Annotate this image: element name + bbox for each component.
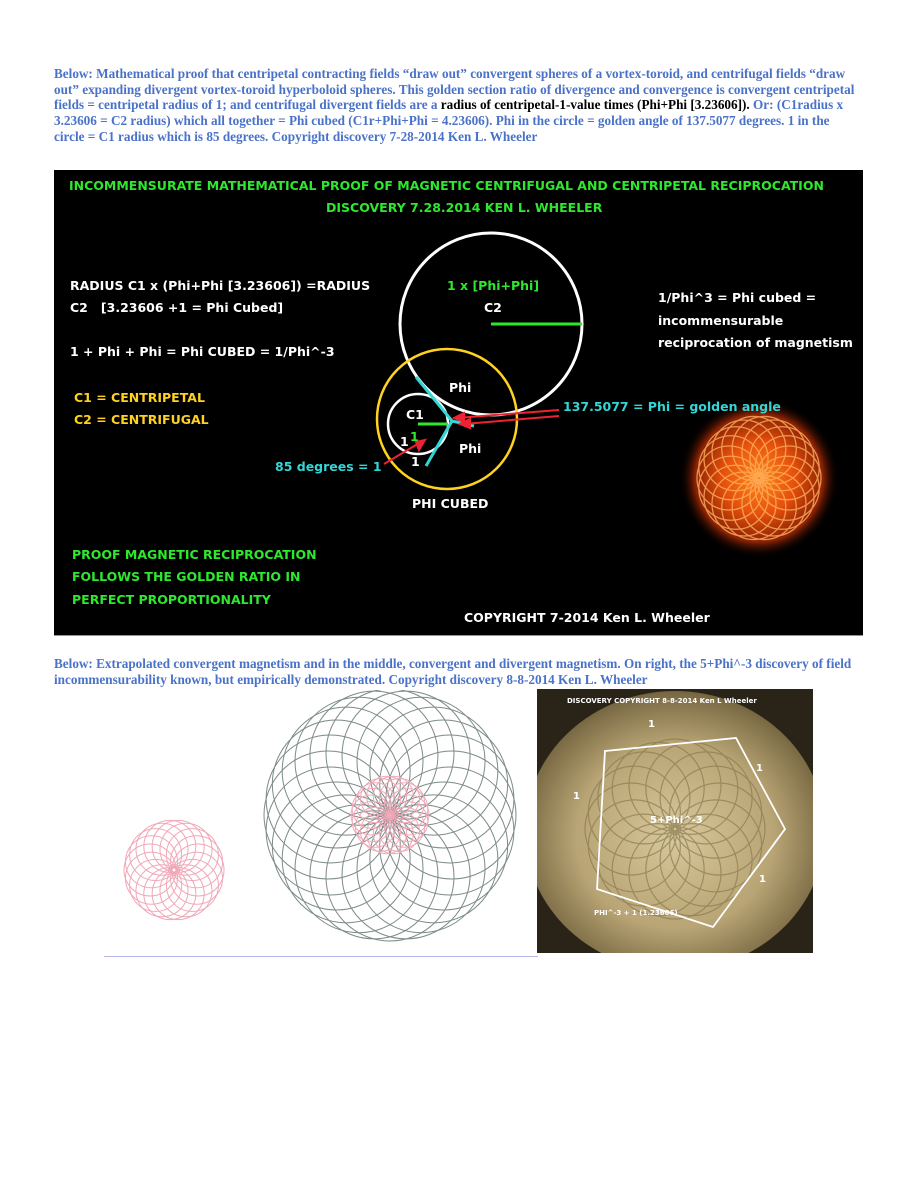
right-note-line-1: 1/Phi^3 = Phi cubed = xyxy=(658,290,817,305)
sum-line: 1 + Phi + Phi = Phi CUBED = 1/Phi^-3 xyxy=(70,344,335,359)
degrees-label: 85 degrees = 1 xyxy=(275,459,382,474)
center-pink-rosette xyxy=(351,776,429,853)
one-label-b: 1 xyxy=(411,454,420,469)
radius-line-1: RADIUS C1 x (Phi+Phi [3.23606]) =RADIUS xyxy=(70,278,371,293)
photo-side-bottom-right: 1 xyxy=(759,874,766,885)
rosette-figures xyxy=(100,690,537,958)
phi-top-label: Phi xyxy=(449,380,472,395)
phi-bottom-label: Phi xyxy=(459,441,482,456)
caption-1-part-1: Below: Mathematical proof that centripetal contracting fields “draw out” convergent spheres of a vortex-toroid, and centrifugal fields “draw out” expanding divergent vortex-toroid hyperboloid spheres. This golden section ratio of divergence and convergence is convergent centripetal fields = centripetal radius of 1; and centrifugal divergent fields are a xyxy=(54,66,855,113)
photo-header: DISCOVERY COPYRIGHT 8-8-2014 Ken L Wheeler xyxy=(567,697,757,705)
rosette-divider xyxy=(104,956,538,957)
diagram-copyright: COPYRIGHT 7-2014 Ken L. Wheeler xyxy=(464,610,710,625)
right-note-line-2: incommensurable xyxy=(658,313,784,328)
proof-line-2: FOLLOWS THE GOLDEN RATIO IN xyxy=(72,569,301,584)
radius-line-2: C2 [3.23606 +1 = Phi Cubed] xyxy=(70,300,284,315)
photo-side-right: 1 xyxy=(756,763,763,774)
phi-cubed-label: PHI CUBED xyxy=(412,496,489,511)
golden-ratio-diagram xyxy=(54,170,863,635)
photo-center-label: 5+Phi^-3 xyxy=(650,815,703,826)
c1-definition: C1 = CENTRIPETAL xyxy=(74,390,205,405)
pentagon-photo xyxy=(537,689,813,953)
diagram-divider xyxy=(54,635,863,636)
photo-side-top: 1 xyxy=(648,719,655,730)
proof-line-1: PROOF MAGNETIC RECIPROCATION xyxy=(72,547,317,562)
large-gray-rosette xyxy=(264,690,516,941)
small-pink-rosette xyxy=(124,820,224,919)
c1-label: C1 xyxy=(406,407,424,422)
tangent-line-bottom xyxy=(426,421,452,466)
proof-line-3: PERFECT PROPORTIONALITY xyxy=(72,592,271,607)
caption-paragraph-2: Below: Extrapolated convergent magnetism and in the middle, convergent and divergent magnetism. On right, the 5+Phi^-3 discovery of field incommensurability known, but empirically demonstrated. Copyright discovery 8-8-2014 Ken L. Wheeler xyxy=(54,656,852,687)
caption-paragraph-1 xyxy=(54,66,860,145)
diagram-title-line-2: DISCOVERY 7.28.2014 KEN L. WHEELER xyxy=(326,200,603,215)
one-label-a: 1 xyxy=(400,434,409,449)
big-circle-label: 1 x [Phi+Phi] xyxy=(447,278,540,293)
c2-definition: C2 = CENTRIFUGAL xyxy=(74,412,209,427)
photo-bottom-label: PHI^-3 + 1 (1.23606) xyxy=(594,909,678,917)
diagram-title-line-1: INCOMMENSURATE MATHEMATICAL PROOF OF MAGNETIC CENTRIFUGAL AND CENTRIPETAL RECIPROCATION xyxy=(69,178,824,193)
c1-radius-value: 1 xyxy=(410,429,419,444)
toroid-glow-image xyxy=(679,398,839,558)
photo-side-left: 1 xyxy=(573,791,580,802)
c2-label: C2 xyxy=(484,300,502,315)
right-note-line-3: reciprocation of magnetism xyxy=(658,335,853,350)
golden-angle-label: 137.5077 = Phi = golden angle xyxy=(563,399,781,414)
caption-1-part-2: radius of centripetal-1-value times (Phi+Phi [3.23606]). xyxy=(437,97,750,113)
caption-1-part-3: Or: (C1radius x 3.23606 = C2 radius) which all together = Phi cubed (C1r+Phi+Phi = 4.23606). Phi in the circle = golden angle of 137.5077 degrees. 1 in the circle = C1 radius which is 85 degrees. Copyright discovery 7-28-2014 Ken L. Wheeler xyxy=(54,97,844,144)
